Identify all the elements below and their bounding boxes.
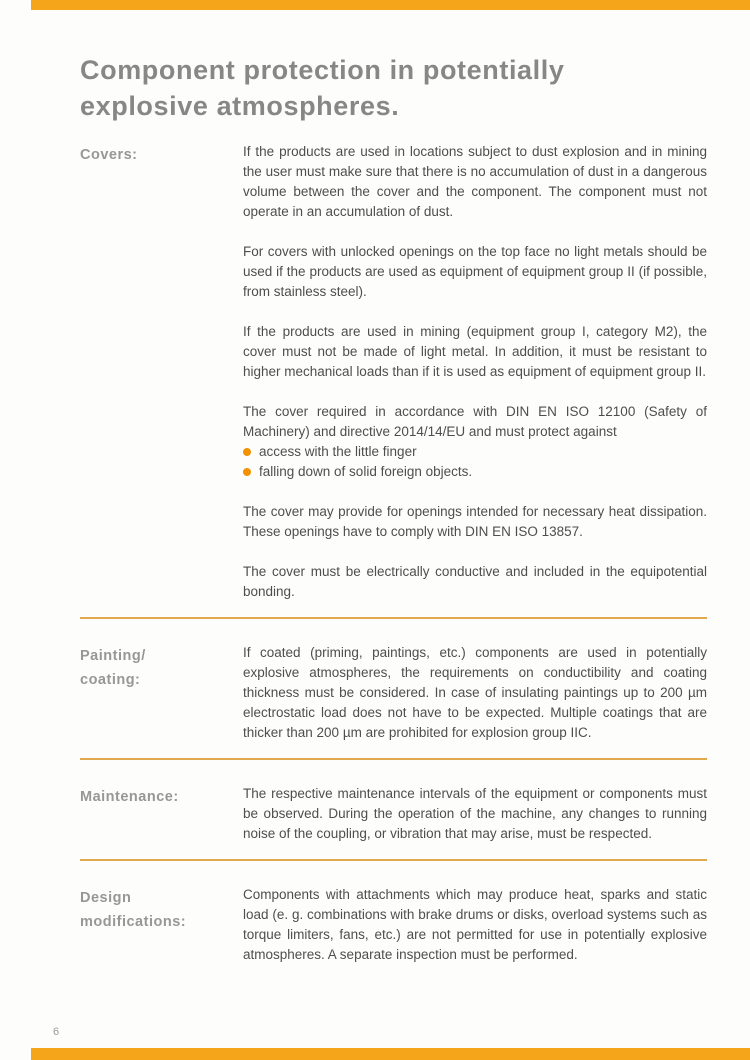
paragraph: If the products are used in mining (equipment group I, category M2), the cover must not be made of light metal. In addition, it must be resistant to higher mechanical loads than if it is used as equipment of equipment group II. — [243, 324, 707, 379]
section-maintenance-label — [80, 784, 243, 809]
label-line: Maintenance: — [80, 789, 179, 805]
paragraph: If the products are used in locations subject to dust explosion and in mining the user must make sure that there is no accumulation of dust in a dangerous volume between the cover and the component. The component must not operate in an accumulation of dust. — [243, 144, 707, 219]
section-covers-label — [80, 142, 243, 167]
label-line: Design — [80, 890, 132, 906]
page-title-line1: Component protection in potentially — [80, 55, 565, 85]
paragraph: For covers with unlocked openings on the top face no light metals should be used if the products are used as equipment of equipment group II (if possible, from stainless steel). — [243, 244, 707, 299]
label-line: Covers: — [80, 147, 138, 163]
bullet-item — [243, 442, 707, 462]
section-covers — [80, 142, 707, 602]
section-covers-body — [243, 142, 707, 602]
bullet-text: falling down of solid foreign objects. — [259, 464, 473, 479]
paragraph: The cover may provide for openings intended for necessary heat dissipation. These openings have to comply with DIN EN ISO 13857. — [243, 504, 707, 539]
paragraph: The cover must be electrically conductive and included in the equipotential bonding. — [243, 564, 707, 599]
paragraph: Components with attachments which may produce heat, sparks and static load (e. g. combinations with brake drums or disks, overload systems such as torque limiters, fans, etc.) are not permitted for use in potentially explosive atmospheres. A separate inspection must be performed. — [243, 887, 707, 962]
label-line: Painting/ — [80, 648, 146, 664]
section-painting-coating — [80, 643, 707, 743]
bullet-text: access with the little finger — [259, 444, 417, 459]
bullet-item — [243, 462, 707, 482]
section-painting-coating-body — [243, 643, 707, 743]
label-line: coating: — [80, 672, 141, 688]
paragraph: The respective maintenance intervals of the equipment or components must be observed. During the operation of the machine, any changes to running noise of the coupling, or vibration that may arise, must be respected. — [243, 786, 707, 841]
bottom-accent-bar — [31, 1048, 750, 1060]
section-maintenance-body — [243, 784, 707, 844]
bullet-icon — [243, 448, 251, 456]
section-painting-coating-label — [80, 643, 243, 692]
bullet-list — [243, 442, 707, 482]
section-divider — [80, 859, 707, 861]
section-design-modifications — [80, 885, 707, 965]
section-divider — [80, 758, 707, 760]
page-number: 6 — [53, 1026, 60, 1038]
paragraph: If coated (priming, paintings, etc.) components are used in potentially explosive atmospheres, the requirements on conductibility and coating thickness must be considered. In case of insulating paintings up to 200 µm electrostatic load does not have to be expected. Multiple coatings that are thicker than 200 µm are prohibited for explosion group IIC. — [243, 645, 707, 740]
section-maintenance — [80, 784, 707, 844]
paragraph: The cover required in accordance with DIN EN ISO 12100 (Safety of Machinery) and directive 2014/14/EU and must protect against — [243, 404, 707, 439]
section-divider — [80, 617, 707, 619]
label-line: modifications: — [80, 914, 187, 930]
page-title — [80, 52, 707, 124]
section-design-modifications-body — [243, 885, 707, 965]
bullet-icon — [243, 468, 251, 476]
top-accent-bar — [31, 0, 750, 10]
section-design-modifications-label — [80, 885, 243, 934]
page-title-line2: explosive atmospheres. — [80, 91, 400, 121]
